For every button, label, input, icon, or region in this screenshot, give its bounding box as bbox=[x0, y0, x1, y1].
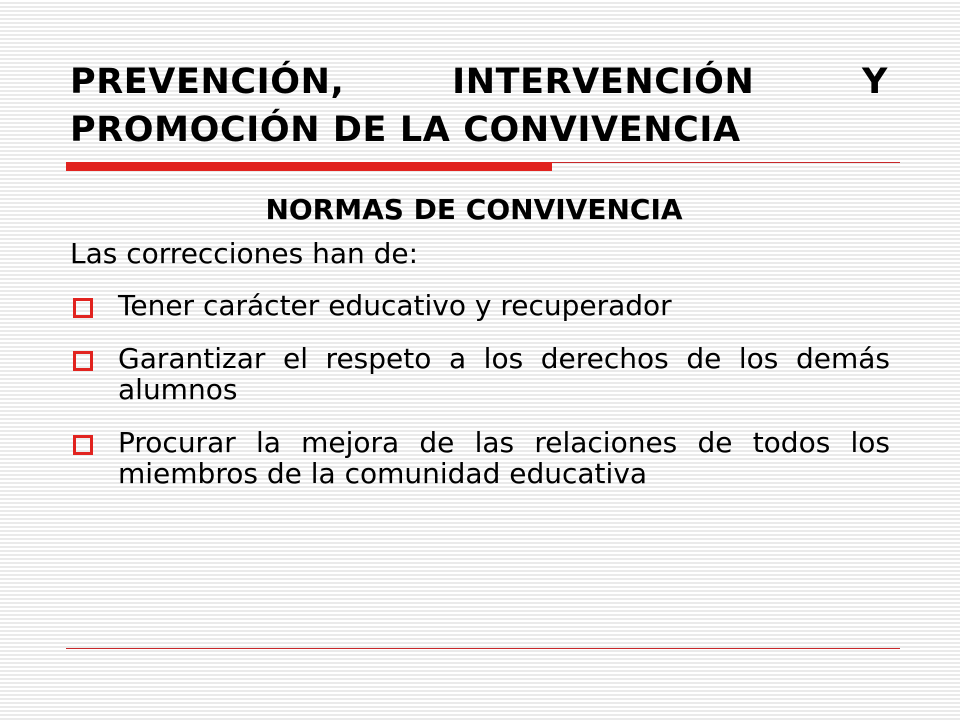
bullet-item bbox=[70, 427, 890, 489]
section-heading: NORMAS DE CONVIVENCIA bbox=[265, 193, 683, 226]
bullet-list bbox=[70, 290, 890, 489]
bullet-item bbox=[70, 343, 890, 405]
square-bullet-icon bbox=[73, 298, 93, 318]
footer-divider-line bbox=[66, 648, 900, 649]
title-accent-bar bbox=[66, 162, 552, 171]
slide-body bbox=[70, 192, 890, 511]
slide-title: PREVENCIÓN, INTERVENCIÓN Y PROMOCIÓN DE LA CONVIVENCIA bbox=[70, 62, 888, 150]
square-bullet-icon bbox=[73, 435, 93, 455]
bullet-text: Garantizar el respeto a los derechos de los demás alumnos bbox=[118, 342, 890, 406]
bullet-text: Procurar la mejora de las relaciones de todos los miembros de la comunidad educativa bbox=[118, 426, 890, 490]
bullet-item bbox=[70, 290, 890, 321]
square-bullet-icon bbox=[73, 351, 93, 371]
intro-text: Las correcciones han de: bbox=[70, 237, 419, 270]
bullet-text: Tener carácter educativo y recuperador bbox=[118, 289, 672, 322]
